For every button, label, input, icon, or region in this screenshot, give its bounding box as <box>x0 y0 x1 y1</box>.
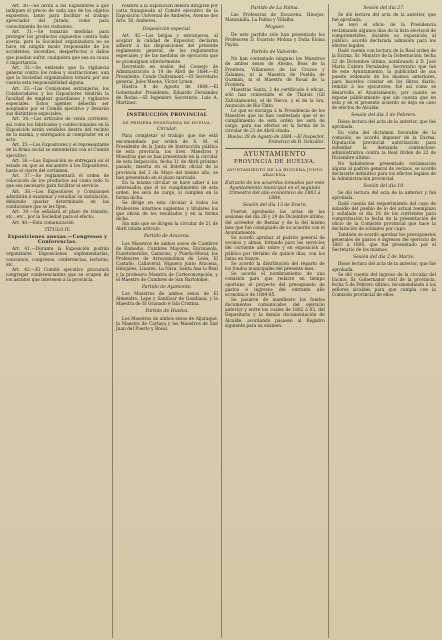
column-2 <box>112 4 221 638</box>
column-1 <box>3 4 112 638</box>
moguer-text: De este partido sólo han presentado los Profesores D. Evaristo Molina y Doña Eloisa Payán. <box>225 32 325 48</box>
session-mar-2-heading: Sesión del día 2 de Marzo. <box>353 255 415 261</box>
special-provision-text: Art. 42.—Los belgas y extranjeros, al aceptar la calidad de Expositor, declaran adherir á las disposiciones del presente reglamento general, de los reglamentos especiales y de las medidas de ejecución que se promulguen ulteriormente. <box>116 33 218 65</box>
session-text-3: Se acordó la distribución del reparto de los fondos municipales del presente mes. <box>225 261 325 273</box>
valverde-text-3: Lo que se encarga á la Presidencia de los Maestros que no han contestado que el no cumplimiento de esta orden les será de cargo, para sus efectos en la forma de la circular de 21 de Abril citada. <box>225 108 325 135</box>
valverde-text-2: Maestras Santa, 2 de certificado é eficaz, sólo han contestado el de Tharsis (Gil Zafratamonte), el de Nerva, y el de la Sra. Asunción de Río-Tinto. <box>225 88 325 109</box>
session-27-text-3: Dadó cuenta con lectura de la Real orden de la Excma. Sr. Ministro de la Gobernación, fecha 22 de Diciembre último, nombrando á D. José María Cubero Fernández, Secretario que fué de este Ayuntamiento, la publicidad de sus puesto ordenado de los mismos anteriores, para hacerlos constar en los libros diario, remitió á los ejecutores; fué así como se desarrolla el Ayuntamiento, por cuanto se expone públicamente que sin cuenta que en esta y en el presente acuerdo se deja en caso de efectos de Alcalde. <box>331 49 436 111</box>
article-34: Art. 34.—Los artículos de venta corriente, así como los fabricados y confeccionados en la Exposición serán vendidos dentro del recinto de la misma, y entregados al comprador en el acto. <box>6 117 109 144</box>
session-10-text-2: Dadó cuenta del requerimiento del cupo de subsidio del pueblo de lo del actual reemplazo y señalado el día 16 de los corrientes para comprobación la fecha de la presentación de oficio de la Comisión provincial que hace la declaración de soldados por cupo. <box>331 201 436 233</box>
special-provision-heading: Disposición especial. <box>142 26 192 32</box>
article-33: Art. 33.—Las Comisiones extranjeras, los Colaboradores y los Expositores tendrán la facultad de emplear guardianes y vigilantes especiales. Estos agentes deberán ser aceptados por el Comité ejecutivo y llevarán sus distintivos especiales. <box>6 86 109 118</box>
instruction-subheading: DE PRIMERA ENSEÑANZA DE HUELVA. <box>122 120 212 126</box>
session-text-4: Se acordó el nombramiento de una comisión para que redacte en tiempo oportuno el proyecto del presupuesto de gastos é ingresos del entrante año económico de 1884-85. <box>225 272 325 298</box>
session-jan-13-heading: Sesión del día 13 de Enero. <box>242 203 307 209</box>
column-4 <box>328 4 439 638</box>
session-text-1: Fueron aprobadas las actas de las sesiones del día 28 y 29 de Diciembre último, del acreedor de Rentas y de la del mismo mes que fué consignado de su acuerdo con el Ayuntamiento. <box>225 210 325 236</box>
session-10-text-1: Se dió lectura del acta de la anterior y fué aprobada. <box>331 191 436 202</box>
session-feb-3-heading: Sesión del día 3 de Febrero. <box>351 113 417 119</box>
article-37: Art. 37.—Se reglamentará el orden de colocación de los productos así como todo lo que sea necesario para facilitar el servicio. <box>6 174 109 190</box>
page-columns <box>3 4 439 638</box>
session-27-text-1: Se dió lectura del acta de la anterior, que fué aprobada. <box>331 13 436 24</box>
municipality-heading: AYUNTAMIENTO DE LA HIGUERA JUNTO ARACENA. <box>227 167 323 178</box>
huelva-signature: Huelva 8 de Agosto de 1884.—El Gobernador Presidente, Eduardo Fernández de Rodas.—El Ingeniero Secretario, Luis A. Martínez. <box>116 85 218 106</box>
valverde-text-1: No han contestado ninguno los Maestros de ambos sexos de Alosno, Beas de la Frontera, Villanueva de las Cruces y Zalamea; ni la Maestra de Puebla de Guzmán, ni el Maestro de Rosal de la Frontera. <box>225 57 325 89</box>
column-3 <box>221 4 328 638</box>
ayuntamiento-heading: AYUNTAMIENTO <box>243 150 307 158</box>
title-iv-heading: TÍTULO IV. <box>44 227 71 233</box>
session-27-text-2: Se leyó el oficio de la Presidencia reclamando algunos días de la lista electoral de comprometidos, durante su exposición al público, acordó declarada admisión para los efectos legales. <box>331 23 436 50</box>
section-divider <box>225 148 325 149</box>
article-32: Art. 32.—Se entiende que la vigilancia general contra los robos y sustracciones, aun que la Sociedad organizadora tomará por sus cuenta esta responsabilidad alguna. <box>6 65 109 87</box>
session-text-5: Se pasaron de manifiesto los fondos documentos comunicados del ejercicio anterior y entre los cuales de 1882 á 83, del Depositario y la demás documentación de Alcalde, acordando pasasen al Registro siguiente para su examen. <box>225 297 325 329</box>
ayamonte-text: Los Maestros de ambos sexos de El Almendro, Lepe y Sanlúcar de Guadiana, y la Maestra de El Granado é Isla Cristina. <box>116 291 218 308</box>
huelva-heading: Partido de Huelva. <box>145 309 189 315</box>
la-palma-heading: Partido de La Palma. <box>250 6 300 11</box>
article-30: Art. 30.—Se invita á los Expositores á que indiquen el precio de cada uno de los objetos expuestos, tanto para facilitar el trabajo apreciador del Jurado, como para conocimiento de los visitantes. <box>6 4 109 30</box>
aracena-heading: Partido de Aracena. <box>143 234 191 240</box>
valverde-heading: Partido de Valverde. <box>251 50 299 56</box>
session-10-text-3: También se acordó aprobar los presupuestos generales de gastos é ingresos del ejercicio de 1883 á 1884, que fué presentado por el Secretario de los mismos. <box>331 232 436 254</box>
exhibition-contact: relativa á la Exposición deberá dirigirse por carta franqueada al Comité ejecutivo de la Exposición Universal de Amberes, Avenue des Arts, 50, Amberes. <box>116 4 219 25</box>
circular-text-2: En la misma circular se hace saber á los interesados que el no cumplimiento de esta orden, les será de cargo, si cumplen en la forma dicha. <box>116 180 218 202</box>
circular-text-3: Se dirige en esta circular á todos los Profesores interinos suplentes y titulares los que obran de los resultados y en la forma dicha. <box>116 201 218 222</box>
section-divider <box>128 109 206 110</box>
session-text-2: Se acordó aprobar al padrón general de vecinos y almas, formado para los servicios del corriente año sobre y en exposición al público por término de quince días, con los listas en trance. <box>225 236 325 262</box>
instruction-heading: INSTRUCCIÓN PROVINCIAL <box>126 112 208 118</box>
annex-exhibitions-heading: Exposiciones anexas.—Congresos y Conferencias. <box>7 234 108 246</box>
article-39: Art. 39.—Se señalará el plazo de tránsito, etc., etc., por la Sociedad para el efecto. <box>6 210 109 221</box>
huelva-text: Los Maestros de ambos sexos de Aljaraque, la Maestra de Cartaya y los Maestros de San Juan del Puerto y Rosal. <box>116 316 218 332</box>
la-palma-text: Las Profesoras de Escacena, Hinojos, Manzanilla, La Palma y Villalba. <box>225 13 325 24</box>
decree-note: Decretado en sesión del Consejo de Administración á 10 de Abril de 1884.—El Presidente, Conde Oultremont.—El Secretario general, Jules Moens, Víctor Lynen. <box>116 64 218 86</box>
session-mar-2-text-1: Diose lectura del acta de la anterior, que fué aprobada. <box>331 262 436 273</box>
article-40: Art. 40.—Esta comunicación <box>12 220 74 226</box>
session-feb-3-text-3: No habiéndose presentado reclamación alguna al padrón general de vecinos, se acordó declararle definitivo para los efectos legales de la Administración provincial. <box>331 161 436 182</box>
aracena-text: Los Maestros de ambos sexos de Cumbres de Enmedio, Cumbres Mayores, Encinasola, Fuenteheridos, Galaroza, y Puerto-Moral; los Profesores de Arroyomolinos de León, El Castaño, Cañaveral, Higuera junto Aracena, Hinojales, Linares, La Nava, Santa Ana la Real y la profesora Maestra de Corteconcepción, y el Maestro de Cumbres de San Bartolomé. <box>116 241 218 283</box>
article-38: Art. 38.—Los Expositores y Comisiones admitirán á examinar y estudiar su instalación, debiendo quedar determinado en las condiciones que se les fijen. <box>6 189 109 211</box>
circular-text-1: Para completar el trabajo que me está encomendado por orden de S. M. el Presidente de la Junta de Instrucción pública de esta provincia, los Sres. Maestros y Maestras que se han presentado en la circular de esta Inspección, fecha 31 de Abril próximo pasado, inserta en el Boletín oficial de la provincia del 2 de Mayo del mismo año, se han presentado en el plazo marcado. <box>116 134 218 181</box>
province-heading: PROVINCIA DE HUELVA. <box>233 159 316 166</box>
ayamonte-heading: Partido de Ayamonte. <box>142 284 192 290</box>
circular-heading: Circular. <box>156 127 178 133</box>
article-35: Art. 35.—Los Expositores y el representante de la firma social se entenderán con el Comité ejecutivo. <box>6 143 109 159</box>
agreements-extract-heading: Extracto de los acuerdos tomados por este Ayuntamiento municipal en el segundo trimestre del año económico de 1883 á 1884. <box>225 180 325 201</box>
session-mar-2-text-2: Se dió cuenta del ingreso de la circular del Excmo. Sr. Gobernador civil de la provincia, fecha 5 de Febrero último, recomendando á los señores alcaldes para que cumpla con la Comisión provincial de ellos. <box>331 272 436 299</box>
session-feb-3-text-2: En vista del dictamen favorable de la comisión, se acordó imponer de la Excma. Diputación provincial autorización para subsidiar la demanda contencioso-administrativa contra la Real Orden de 22 de Diciembre último. <box>331 130 436 162</box>
article-42: Art. 42.—El Comité ejecutivo procurará congregar conferenciantes que se ocupen de los asuntos que interesen á la provincia. <box>6 267 109 284</box>
inspector-signature: Huelva 28 de Agosto de 1884.—El Inspector, Francisco de B. González. <box>227 134 325 145</box>
session-10-heading: Sesión del día 10. <box>363 184 405 190</box>
article-36: Art. 36.—Las Exposición se entregará en el estado en que se encuentre á los Expositores, hasta el cierre del certamen. <box>6 158 109 174</box>
circular-text-4: Sin más que se dirigen la circular de 21 de Abril citada artículo. <box>116 222 218 233</box>
article-31: Art. 31.—Se tomarán medidas para proteger los productos expuestos contra toda averia, pero la Sociedad organizadora no se hace en ningún modo responsable de los accidentes, incendios, desperfectos ó daños que puedan sufrir, cualquiera que sea su causa ó importancia. <box>6 29 109 66</box>
session-feb-3-text-1: Diose lectura del acta de la anterior, que fué aprobada. <box>331 120 436 131</box>
session-27-heading: Sesión del día 27. <box>363 6 405 11</box>
article-41: Art. 41.—Durante la Exposición podrán organizarse Exposiciones suplementarias, concursos, congresos, conferencias, lecturas, etc. <box>6 247 109 268</box>
moguer-heading: Moguer. <box>265 25 285 31</box>
